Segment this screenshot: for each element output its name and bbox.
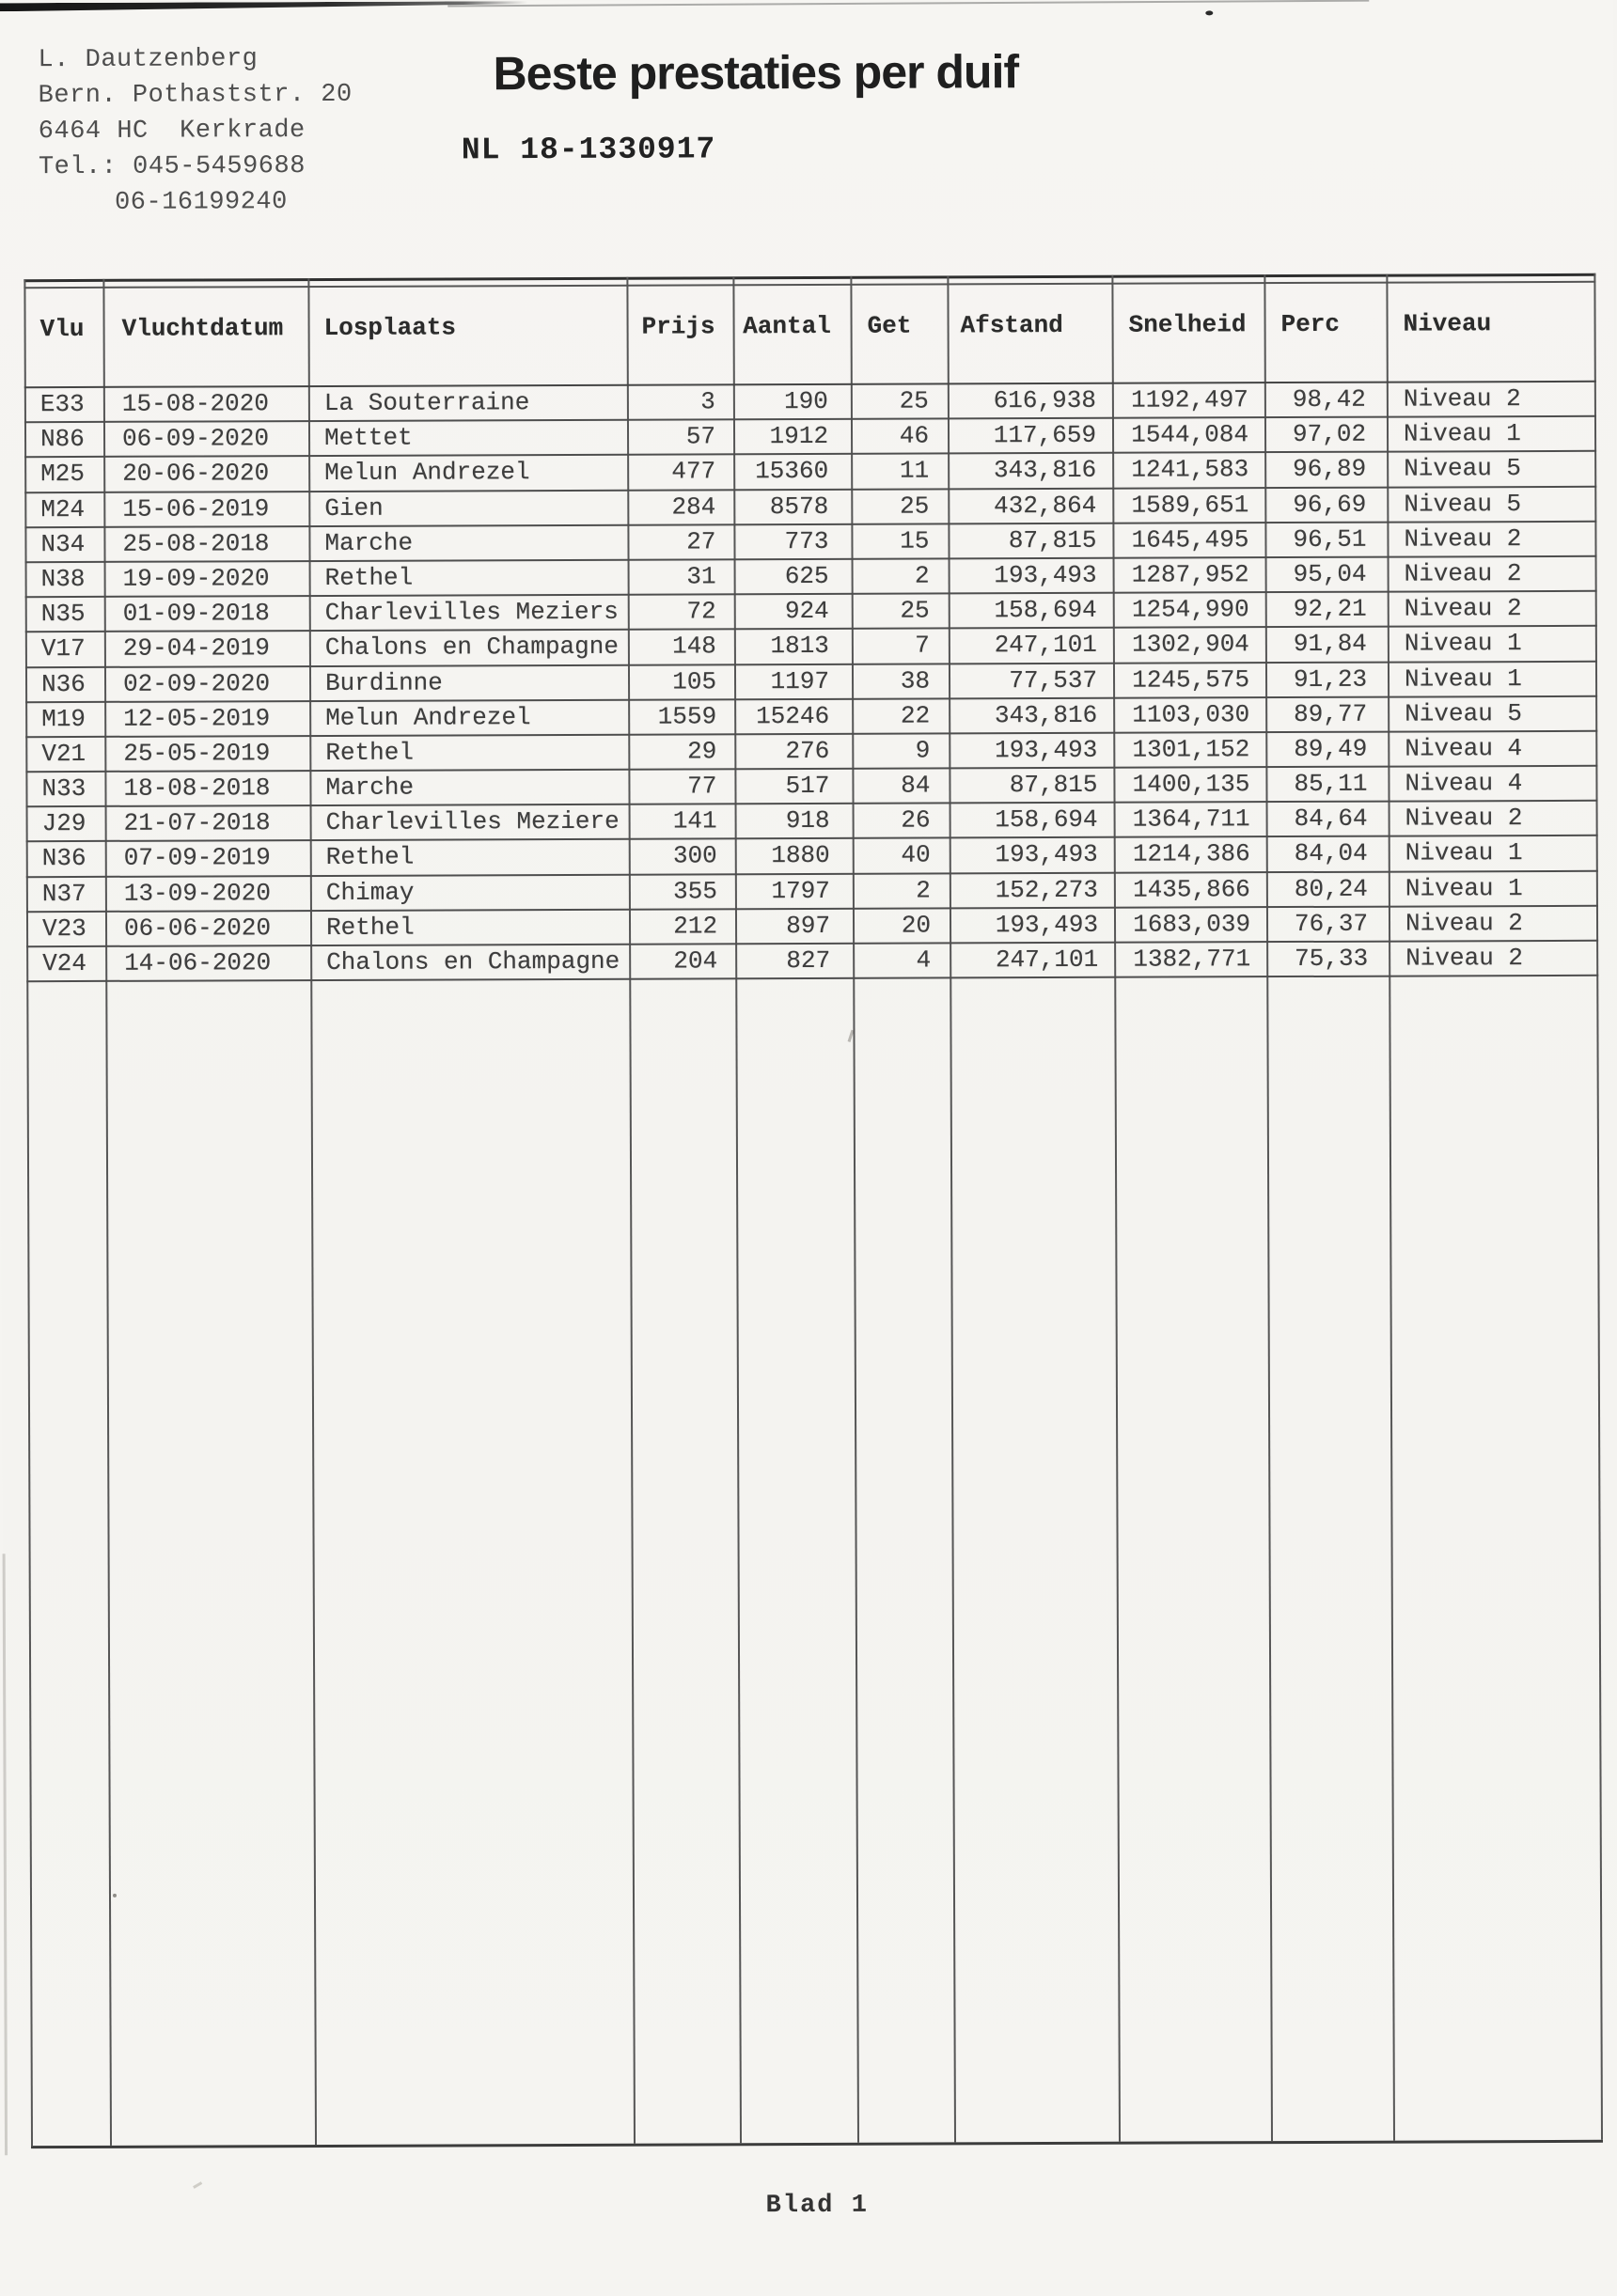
page-number: Blad 1 <box>765 2191 869 2221</box>
cell-get: 22 <box>900 701 931 730</box>
table-row <box>25 627 1597 668</box>
scan-artifact-top-line <box>447 0 1369 7</box>
table-row <box>25 557 1597 599</box>
cell-snelheid: 1589,651 <box>1131 490 1249 520</box>
cell-prijs: 57 <box>685 422 716 451</box>
cell-losplaats: Rethel <box>325 913 415 942</box>
cell-snelheid: 1245,575 <box>1132 664 1250 695</box>
cell-aantal: 625 <box>784 561 829 591</box>
cell-afstand: 87,815 <box>1009 770 1098 800</box>
cell-prijs: 29 <box>687 737 717 766</box>
cell-niveau: Niveau 1 <box>1405 873 1523 903</box>
cell-get: 25 <box>900 596 930 625</box>
cell-niveau: Niveau 4 <box>1405 733 1523 763</box>
cell-vluchtdatum: 12-05-2019 <box>123 703 271 733</box>
cell-vluchtdatum: 02-09-2020 <box>122 668 271 698</box>
column-header-prijs: Prijs <box>641 312 715 341</box>
table-row <box>24 523 1596 564</box>
cell-aantal: 1197 <box>770 666 830 695</box>
cell-vlu: N38 <box>40 564 86 594</box>
cell-afstand: 616,938 <box>993 385 1096 415</box>
cell-afstand: 247,101 <box>994 631 1097 660</box>
cell-snelheid: 1103,030 <box>1132 699 1250 729</box>
scan-speck <box>193 2181 202 2189</box>
sender-mobile: 06-16199240 <box>115 188 288 217</box>
cell-vluchtdatum: 25-05-2019 <box>123 739 271 768</box>
cell-vlu: V17 <box>40 634 86 664</box>
cell-get: 20 <box>901 911 932 940</box>
cell-aantal: 8578 <box>769 492 829 521</box>
cell-perc: 92,21 <box>1293 594 1367 624</box>
cell-aantal: 1880 <box>771 841 830 870</box>
cell-vlu: V23 <box>41 914 86 943</box>
cell-niveau: Niveau 2 <box>1404 559 1522 588</box>
cell-vlu: N34 <box>40 529 86 558</box>
cell-aantal: 517 <box>785 771 830 801</box>
cell-snelheid: 1364,711 <box>1132 804 1250 834</box>
column-header-niveau: Niveau <box>1403 309 1492 338</box>
cell-snelheid: 1435,866 <box>1133 874 1250 904</box>
column-header-aantal: Aantal <box>743 311 831 341</box>
cell-vluchtdatum: 07-09-2019 <box>123 843 271 873</box>
cell-afstand: 152,273 <box>995 875 1098 904</box>
cell-niveau: Niveau 5 <box>1405 698 1523 728</box>
cell-niveau: Niveau 2 <box>1405 944 1524 973</box>
cell-perc: 85,11 <box>1294 769 1368 799</box>
cell-prijs: 31 <box>686 562 716 591</box>
cell-snelheid: 1301,152 <box>1132 735 1250 764</box>
cell-prijs: 212 <box>673 912 718 941</box>
pigeon-ring-number: NL 18-1330917 <box>461 132 716 168</box>
table-row <box>24 417 1596 459</box>
scan-artifact-left-edge <box>3 1554 8 2155</box>
cell-aantal: 827 <box>786 945 831 976</box>
cell-losplaats: Gien <box>324 493 384 523</box>
sender-address-block <box>38 41 353 221</box>
cell-vlu: M25 <box>40 460 86 489</box>
table-row <box>25 592 1597 633</box>
cell-afstand: 193,493 <box>995 840 1098 869</box>
cell-losplaats: Marche <box>324 528 414 557</box>
cell-losplaats: Melun Andrezel <box>324 458 530 488</box>
cell-perc: 97,02 <box>1292 419 1367 449</box>
sender-phone: Tel.: 045-5459688 <box>38 152 306 182</box>
cell-prijs: 105 <box>672 666 717 696</box>
cell-afstand: 87,815 <box>1008 525 1097 554</box>
table-row <box>24 452 1596 493</box>
cell-snelheid: 1645,495 <box>1131 524 1249 554</box>
cell-afstand: 193,493 <box>995 910 1099 940</box>
cell-vlu: M19 <box>41 704 86 733</box>
cell-losplaats: Charlevilles Meziere <box>325 807 620 837</box>
cell-losplaats: Chalons en Champagne <box>324 633 620 663</box>
column-header-vluchtdatum: Vluchtdatum <box>121 314 284 343</box>
cell-perc: 91,23 <box>1293 664 1368 694</box>
cell-prijs: 284 <box>671 492 716 522</box>
cell-niveau: Niveau 1 <box>1405 838 1523 867</box>
cell-vlu: V21 <box>41 739 86 769</box>
cell-niveau: Niveau 4 <box>1405 769 1523 798</box>
table-row <box>26 871 1598 913</box>
cell-niveau: Niveau 2 <box>1405 908 1523 938</box>
cell-aantal: 15246 <box>756 701 830 730</box>
cell-losplaats: Burdinne <box>324 667 443 697</box>
cell-aantal: 924 <box>784 597 829 626</box>
table-row <box>26 836 1598 878</box>
cell-get: 46 <box>899 421 930 450</box>
cell-get: 15 <box>900 526 930 555</box>
cell-perc: 96,51 <box>1293 524 1367 554</box>
cell-afstand: 343,816 <box>993 456 1097 485</box>
cell-get: 2 <box>914 561 930 590</box>
column-header-losplaats: Losplaats <box>323 313 457 342</box>
cell-snelheid: 1254,990 <box>1131 595 1249 624</box>
cell-prijs: 3 <box>700 387 715 416</box>
cell-snelheid: 1683,039 <box>1133 910 1251 939</box>
table-header-row <box>24 273 1595 388</box>
cell-losplaats: Rethel <box>324 563 414 592</box>
table-row <box>25 696 1597 738</box>
cell-losplaats: Charlevilles Meziers <box>324 597 619 628</box>
cell-vluchtdatum: 18-08-2018 <box>123 773 271 803</box>
cell-get: 38 <box>900 666 931 695</box>
cell-niveau: Niveau 2 <box>1404 523 1522 554</box>
cell-get: 11 <box>899 456 930 485</box>
cell-vluchtdatum: 13-09-2020 <box>123 878 271 908</box>
cell-snelheid: 1287,952 <box>1131 560 1249 589</box>
cell-snelheid: 1400,135 <box>1132 770 1250 799</box>
page-title: Beste prestaties per duif <box>493 45 1019 101</box>
cell-afstand: 158,694 <box>994 595 1097 625</box>
cell-losplaats: Rethel <box>325 738 415 767</box>
cell-vluchtdatum: 15-06-2019 <box>122 493 270 523</box>
cell-get: 7 <box>915 631 930 660</box>
cell-prijs: 141 <box>672 806 717 836</box>
sender-street: Bern. Pothaststr. 20 <box>38 80 353 111</box>
cell-vluchtdatum: 06-06-2020 <box>123 914 272 943</box>
cell-perc: 80,24 <box>1294 874 1368 903</box>
cell-niveau: Niveau 5 <box>1404 489 1522 519</box>
cell-losplaats: Chalons en Champagne <box>326 946 620 976</box>
cell-snelheid: 1382,771 <box>1133 945 1251 974</box>
cell-vlu: E33 <box>39 389 85 419</box>
cell-losplaats: Rethel <box>325 843 415 872</box>
cell-aantal: 190 <box>784 386 828 416</box>
column-header-snelheid: Snelheid <box>1128 310 1247 339</box>
cell-get: 26 <box>901 805 931 835</box>
cell-perc: 76,37 <box>1294 909 1369 938</box>
table-row <box>25 767 1597 808</box>
cell-aantal: 1813 <box>770 632 829 661</box>
cell-prijs: 1559 <box>657 702 717 731</box>
table-row <box>25 662 1597 703</box>
cell-perc: 84,04 <box>1294 839 1368 868</box>
cell-losplaats: Melun Andrezel <box>325 702 531 732</box>
cell-prijs: 77 <box>687 772 717 801</box>
cell-perc: 89,77 <box>1294 699 1368 728</box>
cell-vlu: N36 <box>40 669 86 698</box>
cell-vluchtdatum: 14-06-2020 <box>124 948 272 977</box>
cell-vlu: J29 <box>41 809 86 838</box>
cell-perc: 75,33 <box>1295 944 1369 974</box>
cell-snelheid: 1544,084 <box>1131 420 1249 449</box>
cell-aantal: 15360 <box>755 457 829 486</box>
cell-aantal: 897 <box>786 911 831 940</box>
cell-vlu: N36 <box>41 844 86 873</box>
cell-losplaats: La Souterraine <box>323 388 530 417</box>
table-row <box>24 383 1596 424</box>
cell-losplaats: Mettet <box>323 423 413 453</box>
cell-prijs: 355 <box>673 876 717 906</box>
cell-snelheid: 1302,904 <box>1132 630 1249 659</box>
cell-get: 2 <box>916 876 931 905</box>
table-row <box>26 942 1598 983</box>
cell-vluchtdatum: 25-08-2018 <box>122 528 270 558</box>
cell-prijs: 477 <box>671 457 716 486</box>
cell-perc: 96,89 <box>1293 455 1367 484</box>
cell-afstand: 117,659 <box>993 421 1097 450</box>
cell-losplaats: Marche <box>325 773 415 803</box>
sender-name: L. Dautzenberg <box>38 45 259 75</box>
cell-perc: 96,69 <box>1293 490 1367 519</box>
scan-speck <box>1205 10 1213 15</box>
cell-perc: 89,49 <box>1294 734 1368 763</box>
table-rows <box>24 273 1598 983</box>
cell-vlu: N37 <box>41 879 86 908</box>
cell-get: 25 <box>900 492 930 521</box>
table-row <box>25 732 1597 773</box>
cell-vluchtdatum: 01-09-2018 <box>122 599 270 628</box>
cell-perc: 84,64 <box>1294 804 1368 834</box>
cell-vluchtdatum: 06-09-2020 <box>121 424 270 453</box>
column-header-vlu: Vlu <box>39 314 85 344</box>
cell-aantal: 773 <box>784 526 829 555</box>
cell-afstand: 432,864 <box>994 491 1097 520</box>
cell-perc: 98,42 <box>1292 384 1366 414</box>
column-header-afstand: Afstand <box>960 310 1063 340</box>
cell-vluchtdatum: 20-06-2020 <box>122 459 270 489</box>
table-row <box>24 487 1596 528</box>
cell-aantal: 276 <box>785 736 830 765</box>
column-header-perc: Perc <box>1280 309 1341 339</box>
cell-afstand: 193,493 <box>995 735 1098 765</box>
column-header-get: Get <box>867 311 912 340</box>
cell-perc: 95,04 <box>1293 559 1367 588</box>
cell-afstand: 77,537 <box>1009 665 1098 695</box>
cell-vlu: M24 <box>40 494 86 523</box>
cell-niveau: Niveau 1 <box>1404 664 1522 694</box>
cell-losplaats: Chimay <box>325 878 415 907</box>
cell-prijs: 148 <box>672 632 716 661</box>
cell-snelheid: 1192,497 <box>1131 385 1248 414</box>
table-row <box>26 802 1598 843</box>
cell-vluchtdatum: 15-08-2020 <box>121 389 269 418</box>
cell-niveau: Niveau 2 <box>1404 594 1522 623</box>
cell-vluchtdatum: 19-09-2020 <box>122 564 270 593</box>
cell-niveau: Niveau 1 <box>1404 629 1522 658</box>
cell-niveau: Niveau 2 <box>1405 804 1523 833</box>
cell-niveau: Niveau 5 <box>1404 454 1522 483</box>
cell-niveau: Niveau 2 <box>1403 384 1521 414</box>
cell-prijs: 300 <box>672 841 717 870</box>
cell-aantal: 918 <box>785 806 830 836</box>
cell-get: 84 <box>901 771 931 800</box>
cell-afstand: 158,694 <box>995 805 1098 835</box>
cell-vlu: N35 <box>40 600 86 629</box>
cell-vlu: V24 <box>42 948 87 978</box>
cell-get: 4 <box>916 945 932 975</box>
sender-city: 6464 HC Kerkrade <box>38 117 306 147</box>
cell-perc: 91,84 <box>1293 630 1367 659</box>
cell-get: 40 <box>901 840 931 870</box>
cell-aantal: 1912 <box>769 422 829 451</box>
cell-vluchtdatum: 29-04-2019 <box>122 633 270 664</box>
cell-niveau: Niveau 1 <box>1403 419 1521 448</box>
cell-afstand: 193,493 <box>994 560 1097 590</box>
cell-prijs: 204 <box>673 946 718 976</box>
cell-vluchtdatum: 21-07-2018 <box>123 808 271 838</box>
cell-snelheid: 1241,583 <box>1131 455 1249 485</box>
cell-vlu: N33 <box>41 774 86 804</box>
results-table <box>24 273 1603 2148</box>
cell-vlu: N86 <box>39 425 85 454</box>
cell-afstand: 247,101 <box>995 945 1099 975</box>
cell-prijs: 72 <box>686 597 716 626</box>
cell-afstand: 343,816 <box>994 700 1098 729</box>
cell-snelheid: 1214,386 <box>1132 839 1250 869</box>
cell-prijs: 27 <box>686 527 716 556</box>
cell-get: 9 <box>915 736 931 765</box>
cell-get: 25 <box>899 386 929 415</box>
table-row <box>26 907 1598 948</box>
cell-aantal: 1797 <box>771 876 830 905</box>
